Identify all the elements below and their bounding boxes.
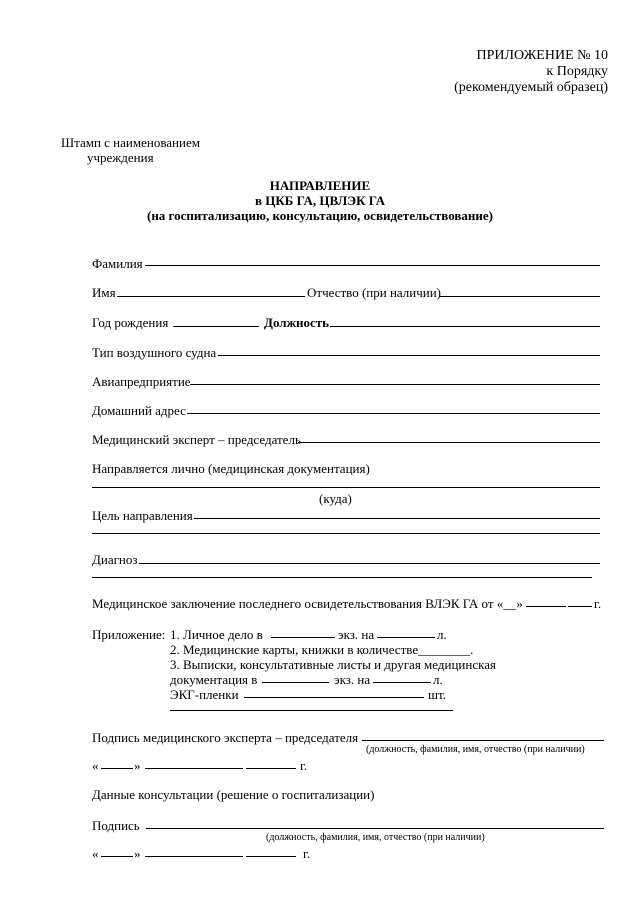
attachment-item1-label: 1. Личное дело в [170,627,263,642]
ecg-label: ЭКГ-пленки [170,687,239,702]
diagnosis-field[interactable] [139,563,600,564]
patronymic-field[interactable] [440,296,600,297]
form-subtitle: в ЦКБ ГА, ЦВЛЭК ГА [254,193,386,208]
ecg-count-field[interactable] [244,697,424,698]
stamp-line2: учреждения [87,150,154,165]
last-conclusion-label: Медицинское заключение последнего освидетельствования ВЛЭК ГА от «__» [92,596,523,611]
signature2-field[interactable] [146,828,604,829]
documents-sheets-field[interactable] [373,682,431,683]
chief-expert-label: Медицинский эксперт – председатель [92,432,301,447]
stamp-line1: Штамп с наименованием [61,135,200,150]
personal-file-sheets-field[interactable] [377,637,435,638]
purpose-field-line2[interactable] [92,533,600,534]
date1-day-field[interactable] [101,768,133,769]
consultation-label: Данные консультации (решение о госпитализации) [92,787,375,802]
diagnosis-label: Диагноз [92,552,138,567]
date1-month-field[interactable] [145,768,243,769]
attachment-item3-sheets: л. [433,672,443,687]
last-conclusion-year-field[interactable] [568,606,592,607]
chief-expert-field[interactable] [298,442,600,443]
destination-field[interactable] [92,487,600,488]
attachment-item2: 2. Медицинские карты, книжки в количестве________. [170,642,474,657]
appendix-number: ПРИЛОЖЕНИЕ № 10 [476,48,608,63]
purpose-label: Цель направления [92,508,193,523]
name-field[interactable] [117,296,305,297]
birth-year-label: Год рождения [92,315,169,330]
diagnosis-field-line2[interactable] [92,577,592,578]
last-conclusion-month-field[interactable] [526,606,566,607]
form-title: НАПРАВЛЕНИЕ [269,178,371,193]
date2-month-field[interactable] [145,856,243,857]
purpose-field[interactable] [194,518,600,519]
destination-caption: (куда) [319,491,352,506]
attachment-item3-copies: экз. на [334,672,371,687]
date1-close-quote: » [134,758,141,773]
date2-year-suffix: г. [303,846,311,861]
ecg-unit: шт. [428,687,446,702]
name-label: Имя [92,285,116,300]
home-address-label: Домашний адрес [92,403,186,418]
signature1-caption: (должность, фамилия, имя, отчество (при наличии) [366,744,585,755]
attachment-item1-copies: экз. на [338,627,375,642]
date1-year-field[interactable] [246,768,296,769]
airline-field[interactable] [190,384,600,385]
surname-label: Фамилия [92,256,143,271]
attachment-label: Приложение: [92,627,166,642]
documents-copies-field[interactable] [262,682,329,683]
last-conclusion-year-suffix: г. [594,596,602,611]
date2-day-field[interactable] [101,856,133,857]
date2-close-quote: » [134,846,141,861]
home-address-field[interactable] [187,413,600,414]
date1-year-suffix: г. [300,758,308,773]
signature2-label: Подпись [92,818,140,833]
signature1-field[interactable] [362,740,604,741]
birth-year-field[interactable] [173,326,259,327]
date2-year-field[interactable] [246,856,296,857]
position-label: Должность [264,315,330,330]
date1-open-quote: « [92,758,99,773]
personal-file-copies-field[interactable] [271,637,335,638]
position-field[interactable] [330,326,600,327]
form-purpose: (на госпитализацию, консультацию, освидетельствование) [146,208,493,223]
patronymic-label: Отчество (при наличии) [307,285,442,300]
aircraft-type-field[interactable] [218,355,600,356]
appendix-order: к Порядку [546,64,608,79]
signature2-caption: (должность, фамилия, имя, отчество (при наличии) [266,832,485,843]
sent-in-person-label: Направляется лично (медицинская документация) [92,461,370,476]
signature1-label: Подпись медицинского эксперта – председателя [92,730,359,745]
attachment-item3-line1: 3. Выписки, консультативные листы и другая медицинская [170,657,496,672]
surname-field[interactable] [145,265,600,266]
attachment-item1-sheets: л. [437,627,447,642]
airline-label: Авиапредприятие [92,374,191,389]
attachment-item3-label: документация в [170,672,258,687]
appendix-sample: (рекомендуемый образец) [454,80,608,95]
attachment-extra-field[interactable] [170,710,453,711]
date2-open-quote: « [92,846,99,861]
aircraft-type-label: Тип воздушного судна [92,345,217,360]
